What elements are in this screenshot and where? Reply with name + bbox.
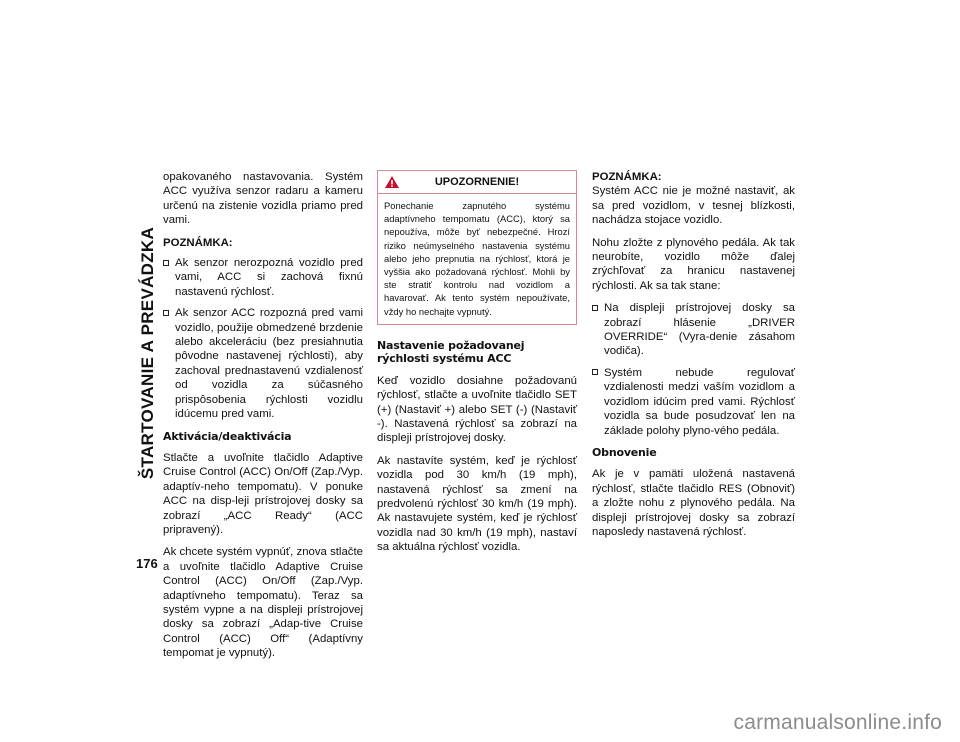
section-heading-resume: Obnovenie <box>592 445 657 459</box>
note-text: Systém ACC nie je možné nastaviť, ak sa pred vozidlom, v tesnej blízkosti, nachádza stojace vozidlo. <box>592 185 795 227</box>
column-3 <box>592 170 795 547</box>
warning-title: UPOZORNENIE! <box>434 176 520 188</box>
intro-paragraph: opakovaného nastavovania. Systém ACC využíva senzor radaru a kameru určenú na zistenie vozidla priamo pred vami. <box>163 171 363 227</box>
list-item: Ak senzor nerozpozná vozidlo pred vami, ACC si zachová fixnú nastavenú rýchlosť. <box>163 256 363 299</box>
override-list <box>592 301 795 438</box>
note-label: POZNÁMKA: <box>592 171 662 183</box>
list-item: Ak senzor ACC rozpozná pred vami vozidlo, použije obmedzené brzdenie alebo akceleráciu (bez presiahnutia pôvodne nastavenej rýchlosti), aby zachoval prednastavenú vzdialenosť od vozidla za súčasného prispôsobenia rýchlosti vozidlu idúcemu pred vami. <box>163 306 363 421</box>
column-2 <box>377 170 577 563</box>
paragraph: Ak chcete systém vypnúť, znova stlačte a uvoľnite tlačidlo Adaptive Cruise Control (ACC) On/Off (Zap./Vyp. adaptívneho tempomatu). Teraz sa systém vypne a na displeji prístrojovej dosky sa zobrazí „Adap-tive Cruise Control (ACC) Off“ (Adaptívny tempomat je vypnutý). <box>163 546 363 660</box>
list-item: Systém nebude regulovať vzdialenosti medzi vaším vozidlom a vozidlom idúcim pred vami. Rýchlosť vozidla sa bude posudzovať len na základe polohy plyno-vého pedála. <box>592 366 795 438</box>
section-heading-activation: Aktivácia/deaktivácia <box>163 429 292 443</box>
warning-text: Ponechanie zapnutého systému adaptívneho tempomatu (ACC), ktorý sa nepoužíva, môže byť nebezpečné. Hrozí riziko neúmyselného nastavenia systému alebo jeho prepnutia na rýchlosť, ktorá je vyššia ako požadovaná rýchlosť. Mohli by ste stratiť kontrolu nad vozidlom a havarovať. Ak tento systém nepoužívate, vždy ho nechajte vypnutý. <box>384 200 570 317</box>
warning-box <box>377 170 577 325</box>
paragraph: Keď vozidlo dosiahne požadovanú rýchlosť, stlačte a uvoľnite tlačidlo SET (+) (Nastaviť +) alebo SET (-) (Nastaviť -). Nastavená rýchlosť sa zobrazí na displeji prístrojovej dosky. <box>377 374 577 445</box>
paragraph: Ak je v pamäti uložená nastavená rýchlosť, stlačte tlačidlo RES (Obnoviť) a zložte nohu z plynového pedála. Na displeji prístrojovej dosky sa zobrazí naposledy nastavená rýchlosť. <box>592 468 795 539</box>
note-list <box>163 256 363 421</box>
paragraph: Ak nastavíte systém, keď je rýchlosť vozidla pod 30 km/h (19 mph), nastavená rýchlosť sa zmení na predvolenú rýchlosť 30 km/h (19 mph). Ak nastavujete systém, keď je rýchlosť vozidla nad 30 km/h (19 mph), nastaví sa aktuálna rýchlosť vozidla. <box>377 454 577 554</box>
watermark: carmanualsonline.info <box>733 711 942 734</box>
note-label: POZNÁMKA: <box>163 236 233 249</box>
section-heading-set-speed: Nastavenie požadovanej rýchlosti systému ACC <box>377 338 525 366</box>
list-item: Na displeji prístrojovej dosky sa zobrazí hlásenie „DRIVER OVERRIDE“ (Vyra-denie zásahom vodiča). <box>592 301 795 359</box>
section-side-tab <box>131 150 165 555</box>
column-1 <box>163 170 363 669</box>
page-number: 176 <box>136 556 158 571</box>
paragraph: Nohu zložte z plynového pedála. Ak tak neurobíte, vozidlo môže ďalej zrýchľovať za hranicu nastavenej rýchlosti. Ak sa tak stane: <box>592 236 795 292</box>
paragraph: Stlačte a uvoľnite tlačidlo Adaptive Cruise Control (ACC) On/Off (Zap./Vyp. adaptív-neho tempomatu). V ponuke ACC na disp-leji prístrojovej dosky sa zobrazí „ACC Ready“ (ACC pripravený). <box>163 452 363 537</box>
section-title: ŠTARTOVANIE A PREVÁDZKA <box>138 226 157 479</box>
warning-header <box>378 171 576 194</box>
